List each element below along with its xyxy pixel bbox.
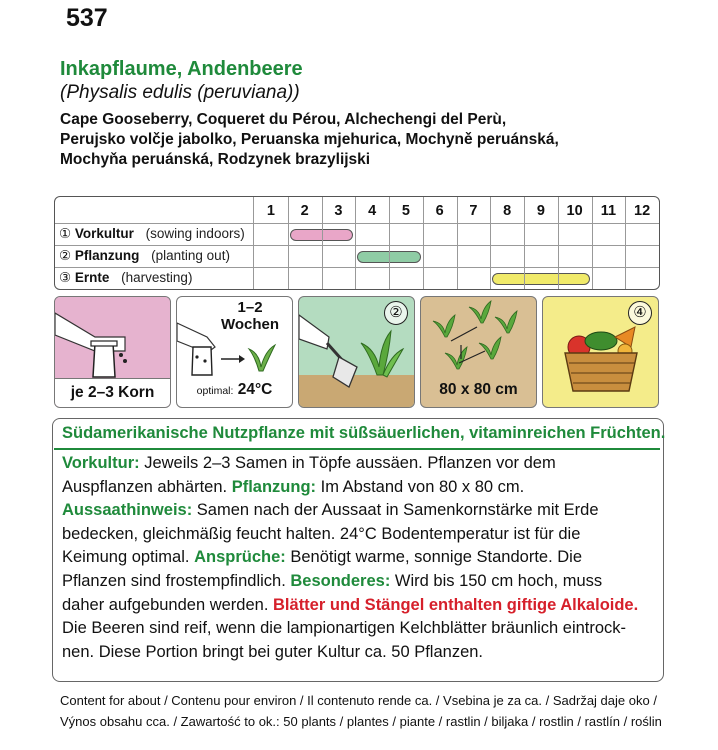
calendar-month-label: 2 <box>300 203 309 219</box>
calendar-period-bar <box>492 273 589 285</box>
calendar-month-label: 10 <box>566 203 583 219</box>
description-line <box>62 641 658 665</box>
calendar-header-row <box>55 200 659 222</box>
trowel-plant-icon <box>299 297 414 407</box>
description-segment: Auspflanzen abhärten. <box>62 477 232 496</box>
description-text <box>62 452 658 664</box>
calendar-row-vorkultur <box>55 223 659 246</box>
description-segment: Keimung optimal. <box>62 548 195 567</box>
harvest-basket-icon <box>543 297 658 407</box>
description-divider <box>54 448 660 450</box>
calendar-month-label: 12 <box>634 203 651 219</box>
product-title: Inkapflaume, Andenbeere <box>60 58 303 80</box>
calendar-grid-line <box>423 197 424 289</box>
description-line <box>62 476 658 500</box>
common-names-line: Perujsko volčje jabolko, Peruanska mjehurica, Mochyně peruánská, <box>60 131 559 148</box>
row-label-en: (planting out) <box>151 248 230 263</box>
calendar-row-ernte <box>55 267 659 290</box>
calendar-row-label <box>59 248 230 264</box>
calendar-grid-line <box>490 197 491 289</box>
calendar-month-label: 9 <box>536 203 545 219</box>
calendar-grid-line <box>659 197 660 289</box>
packet-number: 537 <box>66 4 108 32</box>
section-heading: Aussaathinweis: <box>62 501 193 520</box>
description-line <box>62 523 658 547</box>
calendar-grid-line <box>389 197 390 289</box>
description-segment: Wird bis 150 cm hoch, muss <box>390 571 603 590</box>
calendar-grid-line <box>625 197 626 289</box>
description-line <box>62 617 658 641</box>
step-marker: ② <box>384 301 408 325</box>
calendar-grid-line <box>322 197 323 289</box>
description-line <box>62 570 658 594</box>
section-heading: Pflanzung: <box>231 477 317 496</box>
section-heading: Vorkultur: <box>62 454 140 472</box>
row-marker: ① <box>59 226 72 241</box>
footer-line: Výnos obsahu cca. / Zawartość to ok.: 50 plants / plantes / piante / rastlin / biljaka / rostlin / rastlín / roślin <box>60 714 662 729</box>
description-segment: Samen nach der Aussaat in Samenkornstärke mit Erde <box>192 501 599 520</box>
caption-small: optimal: <box>196 385 234 397</box>
seed-pot-icon <box>55 297 170 382</box>
description-segment: Pflanzen sind frostempfindlich. <box>62 571 291 590</box>
calendar-row-pflanzung <box>55 245 659 268</box>
row-marker: ③ <box>59 270 72 285</box>
calendar-month-label: 4 <box>368 203 377 219</box>
caption-temp: 24°C <box>237 381 273 398</box>
step-sowing-tile <box>54 296 171 408</box>
common-names-line: Mochyňa peruánská, Rodzynek brazylijski <box>60 151 371 168</box>
footer-line: Content for about / Contenu pour environ / Il contenuto rende ca. / Vsebina je za ca. / Sadržaj daje oko / <box>60 693 657 708</box>
warning-text: Blätter und Stängel enthalten giftige Alkaloide. <box>273 595 639 614</box>
instruction-pictograms <box>54 296 658 408</box>
description-segment: bedecken, gleichmäßig feucht halten. 24°C Bodentemperatur ist für die <box>62 524 581 543</box>
calendar-grid-line <box>558 197 559 289</box>
calendar-row-label <box>59 270 192 286</box>
description-segment: Die Beeren sind reif, wenn die lampionartigen Kelchblätter bräunlich eintrock- <box>62 619 627 638</box>
sowing-calendar <box>54 196 660 290</box>
weeks-number: 1–2 <box>237 299 263 316</box>
step-spacing-tile <box>420 296 537 408</box>
description-line <box>62 546 658 570</box>
description-segment: Im Abstand von 80 x 80 cm. <box>316 477 525 496</box>
step-germination-tile <box>176 296 293 408</box>
step-caption: je 2–3 Korn <box>55 378 170 407</box>
calendar-grid-line <box>524 197 525 289</box>
row-marker: ② <box>59 248 72 263</box>
step-caption: 80 x 80 cm <box>439 381 518 398</box>
calendar-month-label: 1 <box>266 203 275 219</box>
calendar-grid-line <box>592 197 593 289</box>
description-segment: Benötigt warme, sonnige Standorte. Die <box>285 548 583 567</box>
section-heading: Ansprüche: <box>194 548 286 567</box>
seedling-icon <box>177 297 292 377</box>
calendar-month-label: 6 <box>435 203 444 219</box>
calendar-month-label: 5 <box>401 203 410 219</box>
common-names-line: Cape Gooseberry, Coqueret du Pérou, Alchechengi del Perù, <box>60 111 507 128</box>
description-segment: Jeweils 2–3 Samen in Töpfe aussäen. Pflanzen vor dem <box>139 454 556 472</box>
description-segment: nen. Diese Portion bringt bei guter Kultur ca. 50 Pflanzen. <box>62 642 483 661</box>
calendar-month-label: 3 <box>334 203 343 219</box>
row-label-en: (harvesting) <box>121 270 193 285</box>
row-label-de: Pflanzung <box>74 248 140 263</box>
calendar-month-label: 8 <box>503 203 512 219</box>
section-heading: Besonderes: <box>290 571 391 590</box>
row-label-en: (sowing indoors) <box>145 226 245 241</box>
calendar-grid-line <box>288 197 289 289</box>
description-segment: daher aufgebunden werden. <box>62 595 274 614</box>
weeks-label: Wochen <box>221 316 280 333</box>
calendar-month-label: 7 <box>469 203 478 219</box>
description-line <box>62 499 658 523</box>
calendar-grid-line <box>457 197 458 289</box>
description-line <box>62 452 658 476</box>
description-lead: Südamerikanische Nutzpflanze mit süßsäuerlichen, vitaminreichen Früchten. <box>62 424 666 442</box>
row-label-de: Ernte <box>74 270 110 285</box>
calendar-row-label <box>59 226 245 242</box>
step-harvest-tile <box>542 296 659 408</box>
footer-content-note <box>60 690 662 732</box>
description-line <box>62 594 658 618</box>
step-caption <box>177 381 292 399</box>
calendar-grid-line <box>355 197 356 289</box>
step-marker: ④ <box>628 301 652 325</box>
row-label-de: Vorkultur <box>74 226 134 241</box>
calendar-month-label: 11 <box>600 203 617 219</box>
common-names <box>60 110 700 170</box>
latin-name: (Physalis edulis (peruviana)) <box>60 82 300 103</box>
step-planting-tile <box>298 296 415 408</box>
